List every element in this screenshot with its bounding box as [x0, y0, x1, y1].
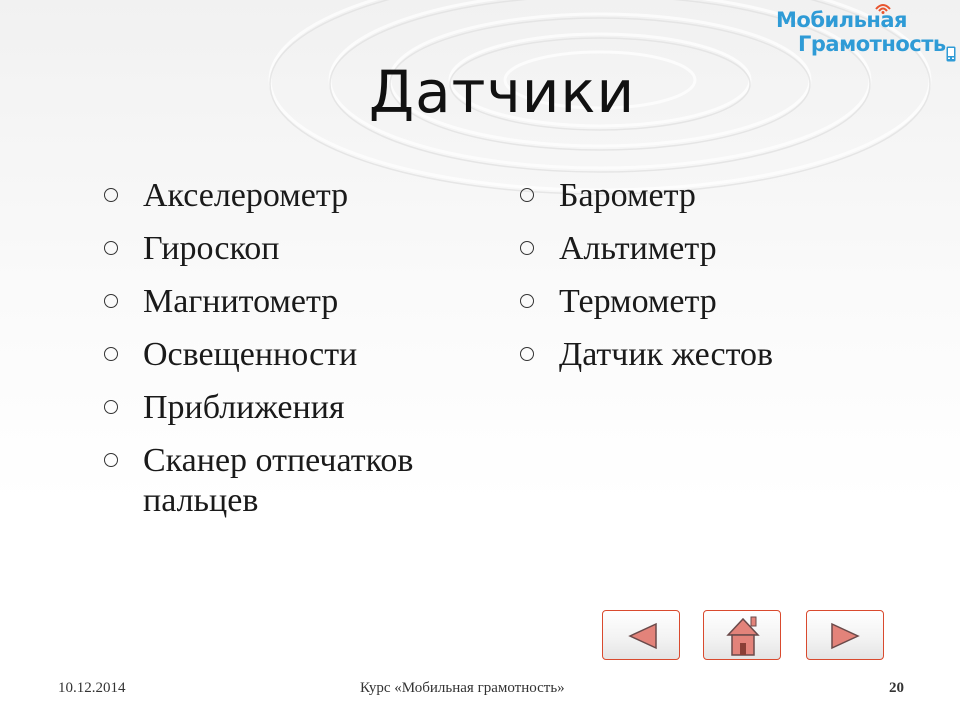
list-item [520, 282, 920, 322]
list-item-label: Альтиметр [559, 230, 717, 267]
sensor-list-left [104, 176, 504, 534]
footer-course-title: Курс «Мобильная грамотность» [360, 680, 565, 696]
list-item-label: Барометр [559, 177, 696, 214]
list-item-label: Магнитометр [143, 283, 339, 320]
circle-bullet-icon [520, 241, 534, 255]
list-item-label: Термометр [559, 283, 717, 320]
circle-bullet-icon [520, 294, 534, 308]
list-item-label: Датчик жестов [559, 336, 774, 373]
list-item-label: Акселерометр [143, 177, 349, 214]
circle-bullet-icon [104, 453, 118, 467]
next-slide-button[interactable] [806, 610, 884, 660]
list-item-label: Гироскоп [143, 230, 280, 267]
sensor-list-right [520, 176, 920, 388]
circle-bullet-icon [104, 241, 118, 255]
circle-bullet-icon [104, 400, 118, 414]
list-item [104, 388, 504, 428]
circle-bullet-icon [104, 347, 118, 361]
course-logo [776, 6, 960, 62]
circle-bullet-icon [520, 188, 534, 202]
list-item [104, 335, 504, 375]
home-icon [704, 611, 782, 661]
list-item [104, 229, 504, 269]
footer-date: 10.12.2014 [58, 680, 126, 696]
home-button[interactable] [703, 610, 781, 660]
page-number: 20 [889, 680, 904, 696]
slide-title: Датчики [368, 58, 636, 126]
list-item [520, 229, 920, 269]
logo-line1: Мобильная [776, 8, 908, 32]
circle-bullet-icon [104, 188, 118, 202]
list-item [520, 335, 920, 375]
list-item [520, 176, 920, 216]
list-item [104, 176, 504, 216]
list-item-label: Освещенности [143, 336, 358, 373]
logo-line2: Грамотность [798, 32, 946, 56]
circle-bullet-icon [520, 347, 534, 361]
list-item [104, 282, 504, 322]
list-item [104, 441, 504, 521]
triangle-right-icon [807, 611, 885, 661]
list-item-label: Приближения [143, 389, 345, 426]
triangle-left-icon [603, 611, 681, 661]
list-item-label: Сканер отпечатков пальцев [143, 442, 414, 519]
circle-bullet-icon [104, 294, 118, 308]
prev-slide-button[interactable] [602, 610, 680, 660]
